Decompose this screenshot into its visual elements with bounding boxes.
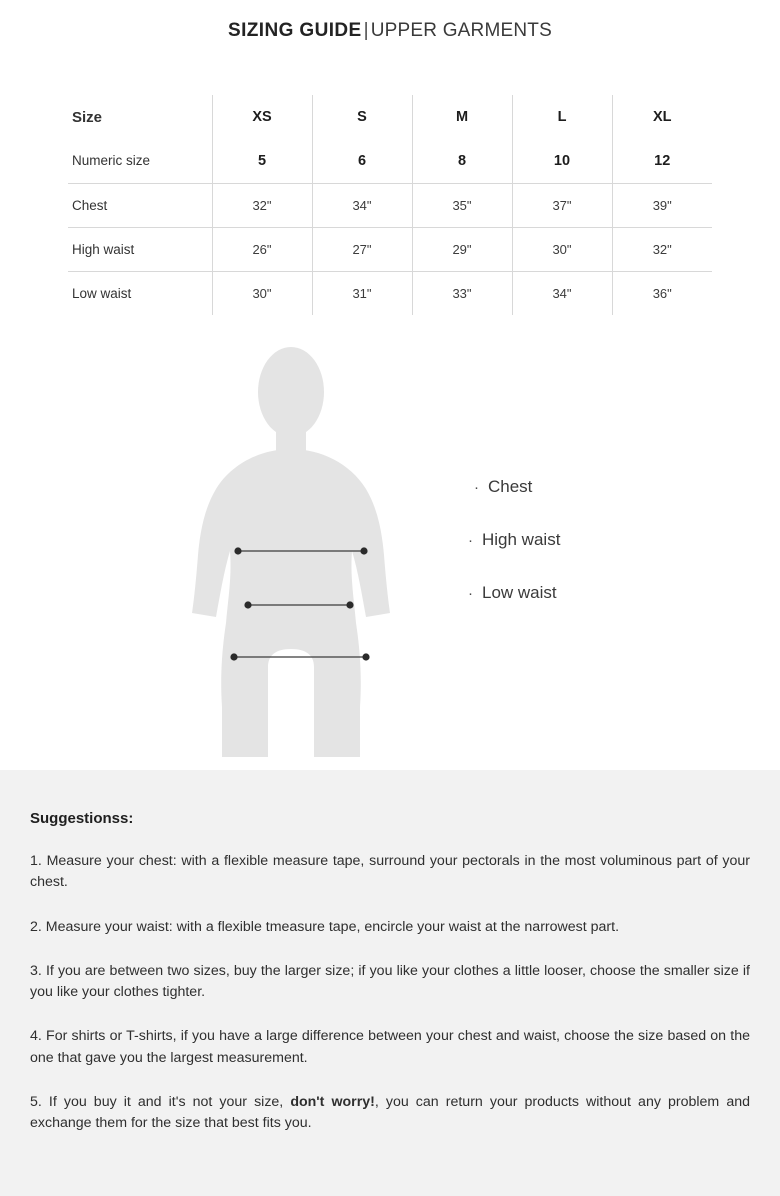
title-strong: SIZING GUIDE [228, 20, 362, 41]
cell-low-waist-l: 34" [512, 271, 612, 315]
suggestions-panel [0, 770, 780, 1196]
table-row [68, 183, 712, 227]
cell-numeric-s: 6 [312, 139, 412, 183]
bullet-icon: · [468, 585, 473, 602]
row-label-low-waist: Low waist [68, 271, 212, 315]
suggestion-item-2: 2. Measure your waist: with a flexible tmeasure tape, encircle your waist at the narrowest part. [30, 918, 620, 935]
body-silhouette-icon [150, 337, 470, 757]
cell-chest-xl: 39" [612, 183, 712, 227]
cell-low-waist-xs: 30" [212, 271, 312, 315]
suggestions-title: Suggestionss: [30, 810, 134, 827]
cell-high-waist-xs: 26" [212, 227, 312, 271]
column-header-s: S [312, 95, 412, 139]
cell-chest-l: 37" [512, 183, 612, 227]
cell-chest-xs: 32" [212, 183, 312, 227]
suggestion-item-3: 3. If you are between two sizes, buy the larger size; if you like your clothes a little looser, choose the smaller size if you like your clothes tighter. [30, 962, 750, 1001]
row-label-chest: Chest [68, 183, 212, 227]
suggestion-item-4: 4. For shirts or T-shirts, if you have a large difference between your chest and waist, choose the size based on the one that gave you the largest measurement. [30, 1028, 750, 1066]
cell-numeric-xl: 12 [612, 139, 712, 183]
cell-high-waist-s: 27" [312, 227, 412, 271]
cell-chest-m: 35" [412, 183, 512, 227]
table-row [68, 139, 712, 183]
table-row [68, 271, 712, 315]
suggestion-5-part1: 5. If you buy it and it's not your size, [30, 1094, 291, 1111]
table-header-row [68, 95, 712, 139]
cell-numeric-xs: 5 [212, 139, 312, 183]
column-header-l: L [512, 95, 612, 139]
column-header-m: M [412, 95, 512, 139]
legend-label-high-waist: High waist [482, 530, 561, 549]
cell-high-waist-xl: 32" [612, 227, 712, 271]
cell-high-waist-m: 29" [412, 227, 512, 271]
cell-low-waist-xl: 36" [652, 285, 672, 301]
column-header-size: Size [68, 95, 212, 139]
cell-low-waist-m: 33" [412, 271, 512, 315]
cell-numeric-l: 10 [512, 139, 612, 183]
title-separator: | [363, 20, 369, 41]
bullet-icon: · [474, 479, 479, 496]
row-label-numeric-size: Numeric size [68, 139, 212, 183]
column-header-xs: XS [212, 95, 312, 139]
table-row [68, 227, 712, 271]
column-header-xl: XL [652, 109, 672, 125]
title-light: UPPER GARMENTS [370, 20, 552, 41]
legend-label-low-waist: Low waist [482, 583, 557, 602]
size-table [68, 95, 712, 315]
figure-legend [468, 477, 718, 603]
table-body [68, 139, 712, 315]
table-header [68, 95, 712, 139]
legend-item-low-waist [468, 583, 718, 603]
legend-label-chest: Chest [488, 477, 533, 496]
bullet-icon: · [468, 532, 473, 549]
size-table-wrapper [68, 95, 712, 315]
legend-item-chest [474, 477, 718, 497]
suggestion-item-5 [30, 1092, 750, 1135]
row-label-high-waist: High waist [68, 227, 212, 271]
cell-high-waist-l: 30" [512, 227, 612, 271]
suggestion-5-part2: , you can return your products without any problem and exchange them for the size that best fits you. [30, 1094, 750, 1132]
cell-chest-s: 34" [312, 183, 412, 227]
suggestion-item-1: 1. Measure your chest: with a flexible measure tape, surround your pectorals in the most voluminous part of your chest. [30, 853, 750, 891]
cell-low-waist-s: 31" [312, 271, 412, 315]
suggestion-5-emphasis: don't worry! [290, 1094, 375, 1111]
legend-item-high-waist [468, 530, 718, 550]
cell-numeric-m: 8 [412, 139, 512, 183]
measurement-figure [0, 337, 780, 767]
page-title [0, 0, 780, 42]
